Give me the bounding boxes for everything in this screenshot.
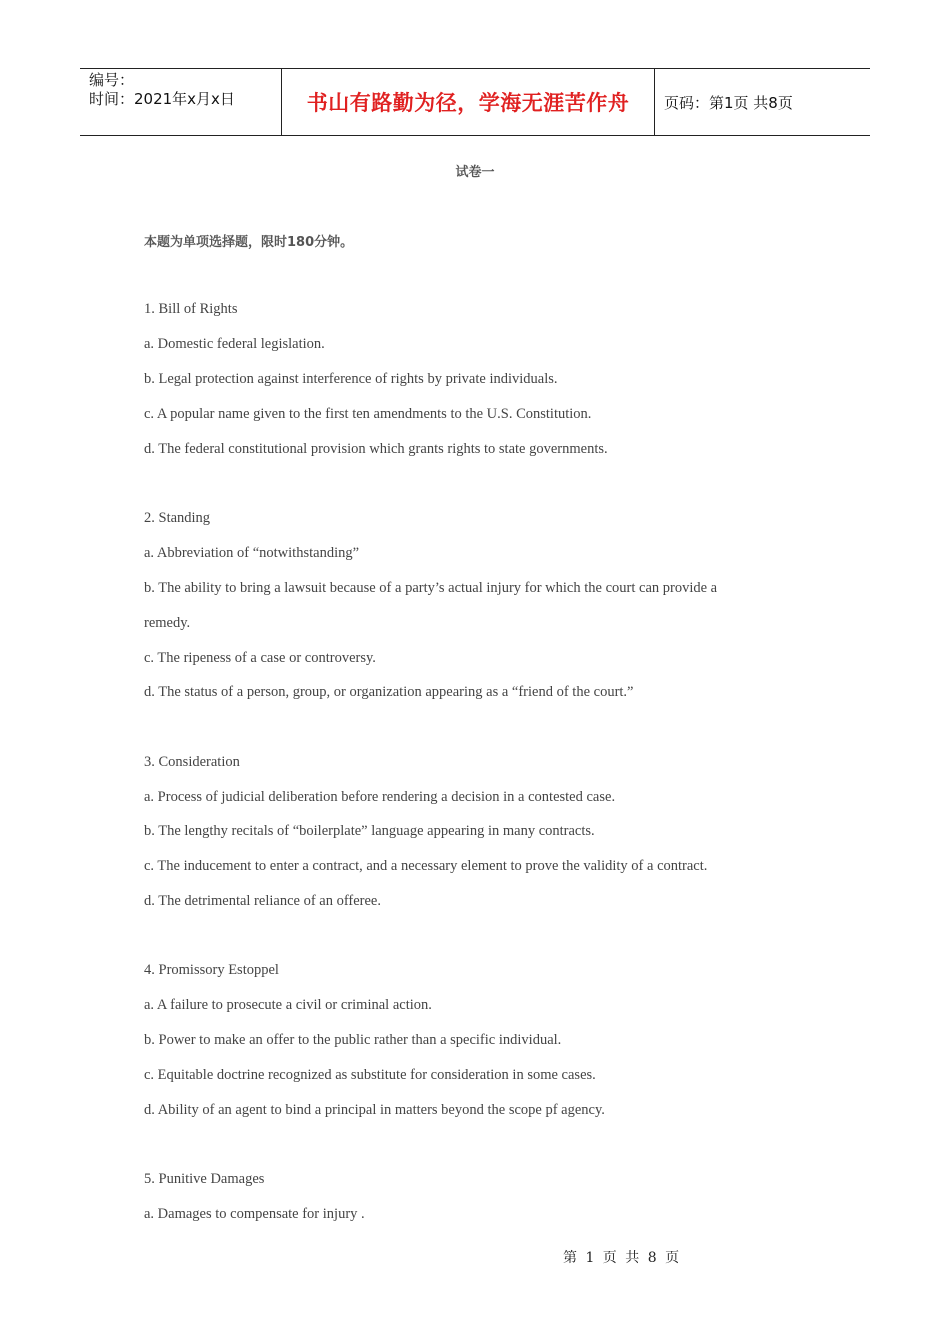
document-header — [80, 68, 870, 136]
number-label: 编号： — [89, 71, 135, 89]
motto: 书山有路勤为径，学海无涯苦作舟 — [306, 91, 630, 115]
question-1-option-a: a. Domestic federal legislation. — [144, 336, 325, 352]
question-1-option-c: c. A popular name given to the first ten amendments to the U.S. Constitution. — [144, 406, 592, 422]
question-2-title: 2. Standing — [144, 510, 211, 526]
instructions: 本题为单项选择题，限时180分钟。 — [144, 235, 354, 250]
question-1-title: 1. Bill of Rights — [144, 301, 238, 317]
time-label: 时间：2021年x月x日 — [89, 90, 235, 108]
question-3-title: 3. Consideration — [144, 754, 240, 770]
question-2-option-a: a. Abbreviation of “notwithstanding” — [144, 545, 360, 561]
header-meta — [80, 69, 281, 135]
question-3-option-c: c. The inducement to enter a contract, and a necessary element to prove the validity of a contract. — [144, 858, 708, 874]
page-title: 试卷一 — [455, 165, 495, 180]
question-3-option-b: b. The lengthy recitals of “boilerplate” language appearing in many contracts. — [144, 823, 595, 839]
page-footer: 第 1 页 共 8 页 — [563, 1250, 680, 1266]
question-2-option-b: b. The ability to bring a lawsuit because of a party’s actual injury for which the court can provide a — [144, 580, 718, 596]
question-2-option-c: c. The ripeness of a case or controversy. — [144, 650, 376, 666]
header-page-cell — [655, 69, 870, 135]
question-2-option-d: d. The status of a person, group, or organization appearing as a “friend of the court.” — [144, 684, 634, 700]
question-5-title: 5. Punitive Damages — [144, 1171, 265, 1187]
question-1-option-b: b. Legal protection against interference of rights by private individuals. — [144, 371, 558, 387]
question-1-option-d: d. The federal constitutional provision which grants rights to state governments. — [144, 441, 608, 457]
page-label: 页码：第1页 共8页 — [664, 93, 793, 112]
question-4-option-c: c. Equitable doctrine recognized as substitute for consideration in some cases. — [144, 1067, 596, 1083]
question-4-option-a: a. A failure to prosecute a civil or criminal action. — [144, 997, 432, 1013]
question-5-option-a: a. Damages to compensate for injury . — [144, 1206, 365, 1222]
header-motto-cell — [281, 69, 655, 135]
question-4-option-b: b. Power to make an offer to the public rather than a specific individual. — [144, 1032, 562, 1048]
question-4-option-d: d. Ability of an agent to bind a principal in matters beyond the scope pf agency. — [144, 1102, 605, 1118]
question-3-option-a: a. Process of judicial deliberation before rendering a decision in a contested case. — [144, 789, 616, 805]
question-2-option-b-continued: remedy. — [144, 615, 191, 631]
question-4-title: 4. Promissory Estoppel — [144, 962, 279, 978]
question-3-option-d: d. The detrimental reliance of an offeree. — [144, 893, 381, 909]
